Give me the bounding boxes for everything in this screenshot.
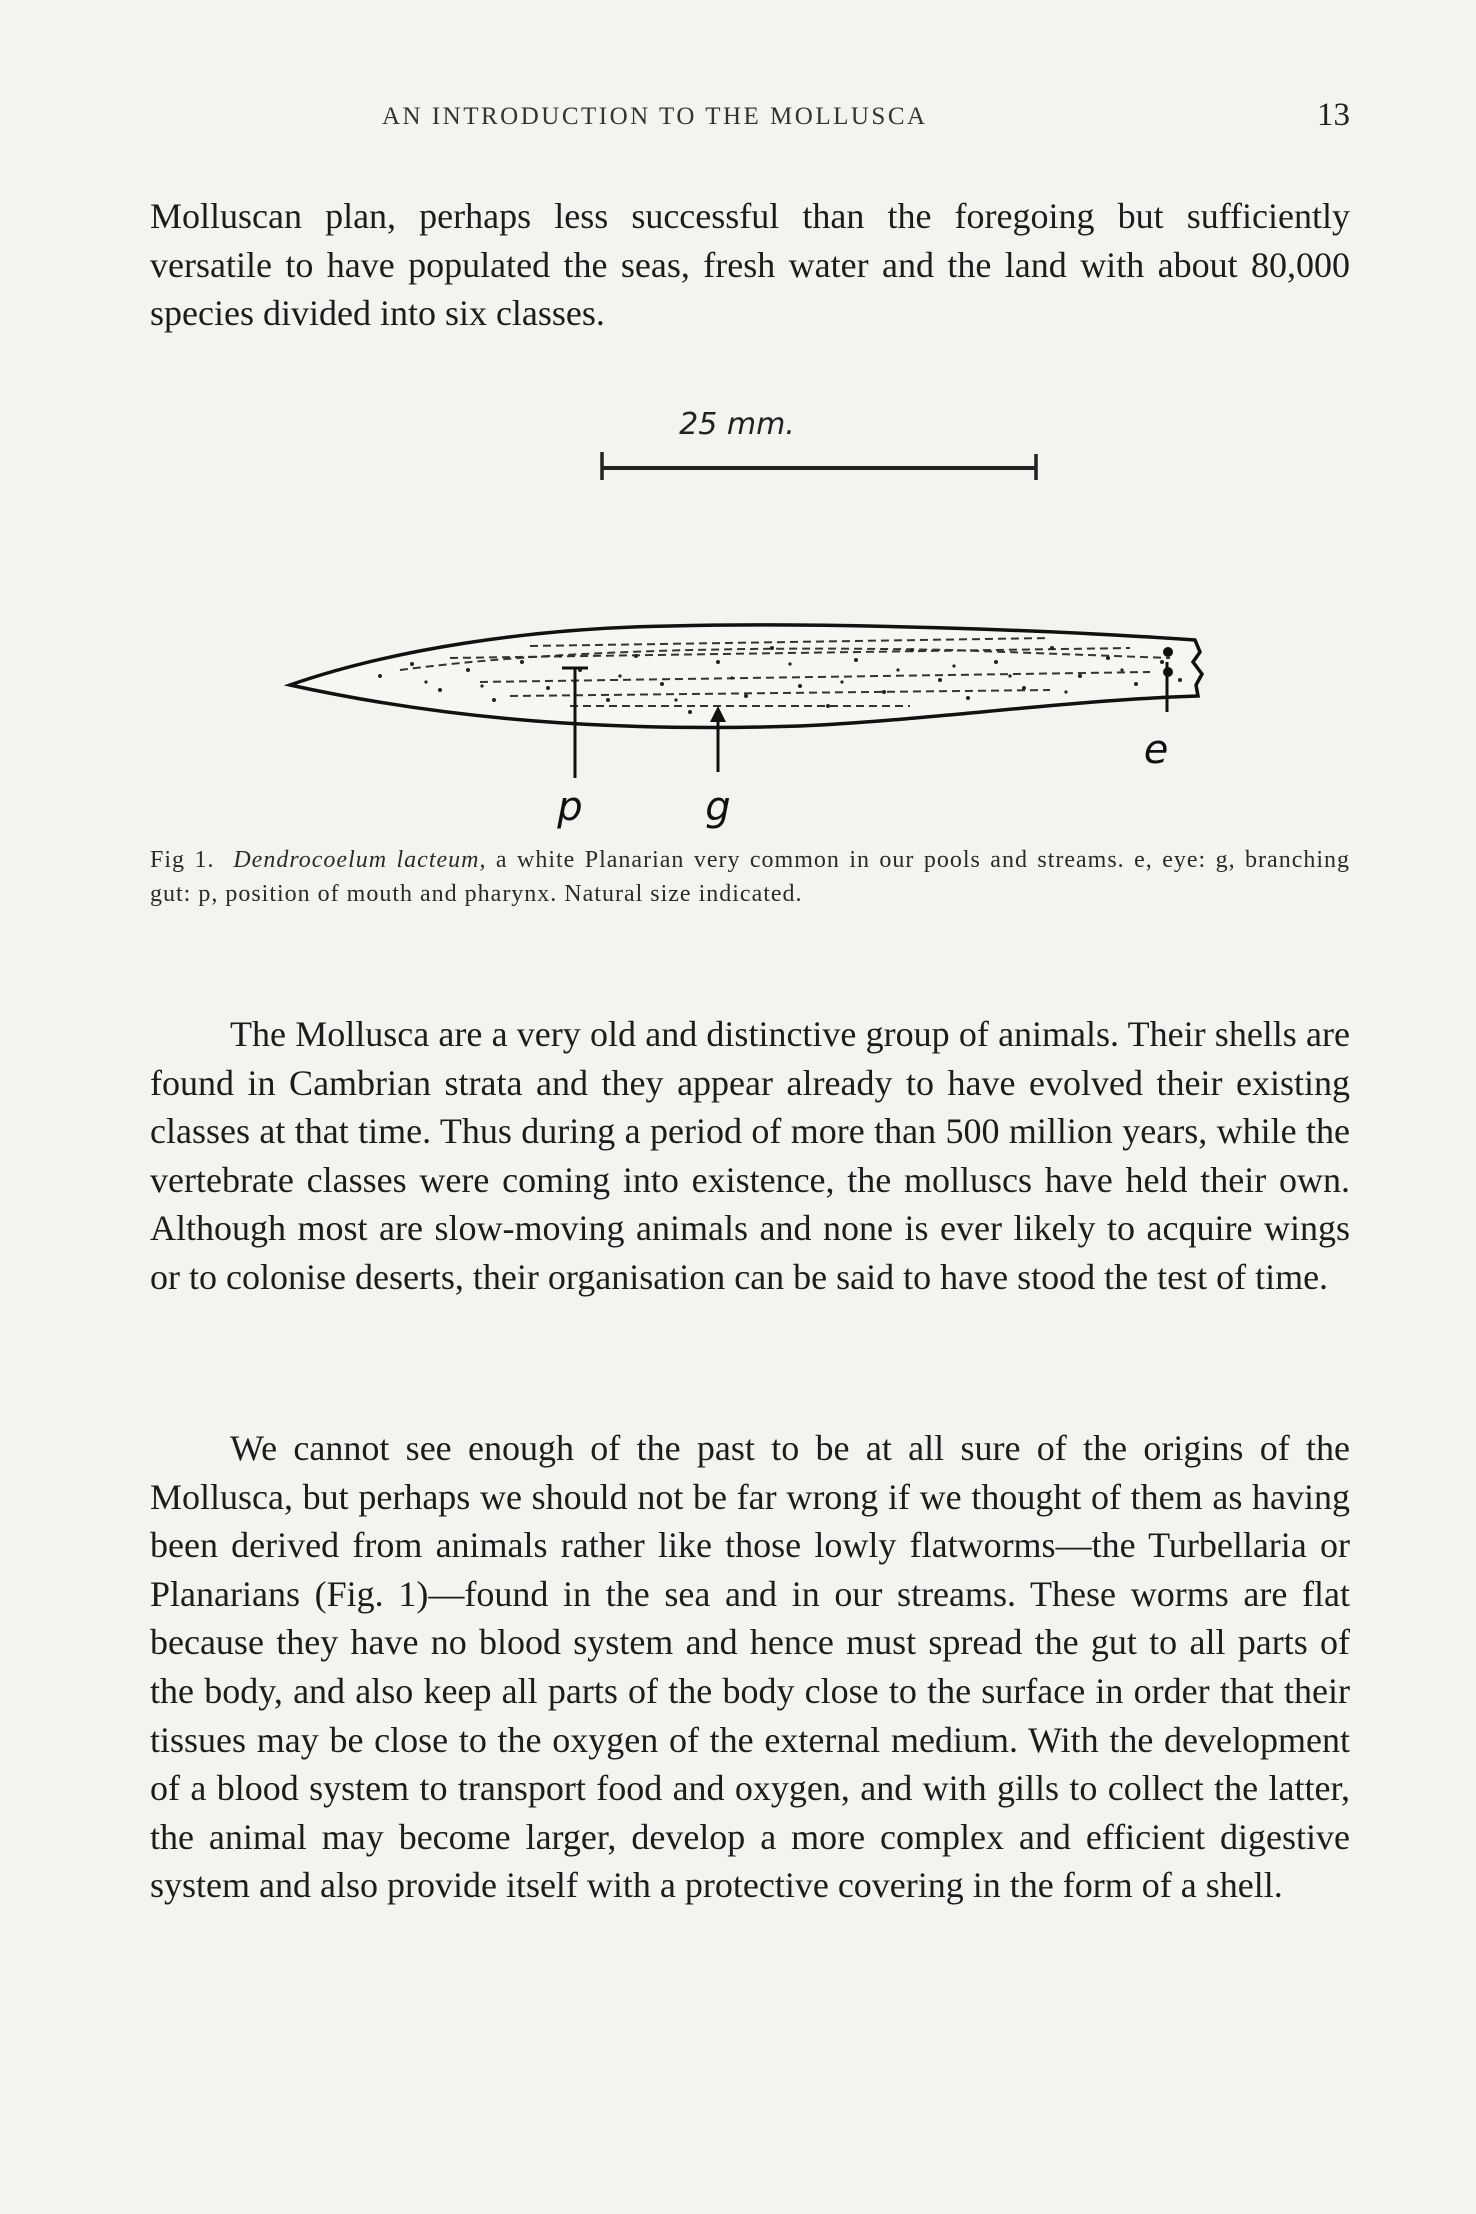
planarian-illustration xyxy=(150,400,1350,840)
running-title: AN INTRODUCTION TO THE MOLLUSCA xyxy=(382,103,928,130)
running-head xyxy=(150,97,1350,143)
label-p: p xyxy=(557,784,583,830)
figure-caption xyxy=(150,843,1350,911)
paragraph-2: The Mollusca are a very old and distinctive group of animals. Their shells are found in Cambrian strata and they appear already to have evolved their existing classes at that time. Thus during a period of more than 500 million years, while the vertebrate classes were coming into existence, the molluscs have held their own. Although most are slow-moving animals and none is ever likely to acquire wings or to colonise deserts, their organisation can be said to have stood the test of time. xyxy=(150,1014,1350,1297)
paragraph-1: Molluscan plan, perhaps less successful than the foregoing but sufficiently versatile to have populated the seas, fresh water and the land with about 80,000 species divided into six classes. xyxy=(150,196,1350,334)
caption-species: Dendrocoelum lacteum, xyxy=(233,847,487,873)
caption-rest: a white Planarian very common in our pools and streams. e, eye: g, branching gut: p, position of mouth and pharynx. Natural size indicated. xyxy=(150,847,1351,907)
page-number: 13 xyxy=(1317,97,1350,133)
eye-spot xyxy=(1163,647,1173,657)
caption-prefix: Fig 1. xyxy=(150,847,215,873)
paragraph-3: We cannot see enough of the past to be at all sure of the origins of the Mollusca, but perhaps we should not be far wrong if we thought of them as having been derived from animals rather like those lowly flatworms—the Turbellaria or Planarians (Fig. 1)—found in the sea and in our streams. These worms are flat because they have no blood system and hence must spread the gut to all parts of the body, and also keep all parts of the body close to the surface in order that their tissues may be close to the oxygen of the external medium. With the development of a blood system to transport food and oxygen, and with gills to collect the latter, the animal may become larger, develop a more complex and efficient digestive system and also provide itself with a protective covering in the form of a shell. xyxy=(150,1428,1350,1906)
planarian-body xyxy=(290,625,1202,728)
scale-label: 25 mm. xyxy=(679,407,795,442)
label-g: g xyxy=(705,784,731,830)
label-e: e xyxy=(1143,727,1169,773)
